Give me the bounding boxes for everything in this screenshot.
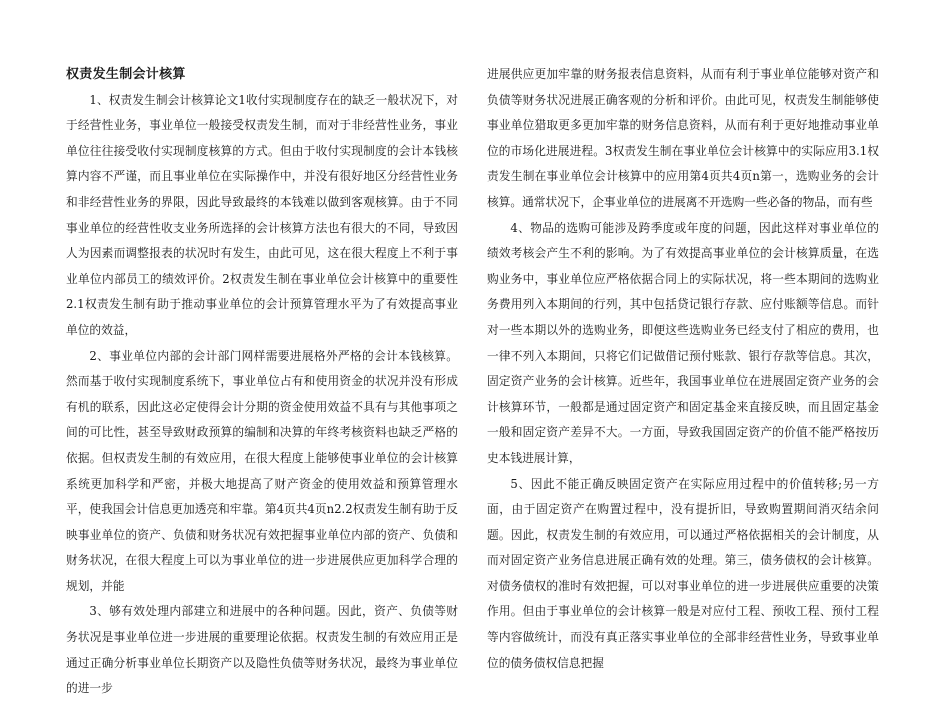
paragraph-4: 4、物品的选购可能涉及跨季度或年度的问题，因此这样对事业单位的绩效考核会产生不利的影响。为了有效提高事业单位的会计核算质量，在选购业务中，事业单位应严格依据合同上的实际状况，将一些本期间的选购业务费用列入本期间的行列，其中包括贷记银行存款、应付账额等信息。而针对一些本期以外的选购业务，即便这些选购业务已经支付了相应的费用，也一律不列入本期间，只将它们记做借记预付账款、银行存款等信息。其次，固定资产业务的会计核算。近些年，我国事业单位在进展固定资产业务的会计核算环节，一般都是通过固定资产和固定基金来直接反映，而且固定基金一般和固定资产差异不大。一方面，导致我国固定资产的价值不能严格按历史本钱进展计算， (487, 220, 879, 465)
left-column (66, 62, 458, 702)
paragraph-2: 2、事业单位内部的会计部门网样需要进展格外严格的会计本钱核算。然而基于收付实现制度系统下，事业单位占有和使用资金的状况并没有形成有机的联系，因此这必定使得会计分期的资金使用效益不具有与其他事项之间的可比性，甚至导致财政预算的编制和决算的年终考核资料也缺乏严格的依据。但权责发生制的有效应用，在很大程度上能够使事业单位的会计核算系统更加科学和严密，并极大地提高了财产资金的使用效益和预算管理水平，使我国会计信息更加透亮和牢靠。第4页共4页n2.2权责发生制有助于反映事业单位的资产、负债和财务状况有效把握事业单位内部的资产、负债和财务状况，在很大程度上可以为事业单位的进一步进展供应更加科学合理的规划，并能 (66, 348, 458, 593)
paragraph-3-continuation: 进展供应更加牢靠的财务报表信息资料，从而有利于事业单位能够对资产和负债等财务状况进展正确客观的分析和评价。由此可见，权责发生制能够使事业单位猎取更多更加牢靠的财务信息资料，从而有利于更好地推动事业单位的市场化进展进程。3权责发生制在事业单位会计核算中的实际应用3.1权责发生制在事业单位会计核算中的应用第4页共4页n第一，选购业务的会计核算。通常状况下，企事业单位的进展离不开选购一些必备的物品，而有些 (487, 67, 879, 209)
document-title: 权责发生制会计核算 (66, 67, 186, 82)
right-column (487, 62, 879, 676)
paragraph-1: 1、权责发生制会计核算论文1收付实现制度存在的缺乏一般状况下，对于经营性业务，事业单位一般接受权责发生制，而对于非经营性业务，事业单位往往接受收付实现制度核算的方式。但由于收付实现制度的会计本钱核算内容不严谨，而且事业单位在实际操作中，并没有很好地区分经营性业务和非经营性业务的界限，因此导致最终的本钱难以做到客观核算。由于不同事业单位的经营性收支业务所选择的会计核算方法也有很大的不同，导致因人为因素而调整报表的状况时有发生，由此可见，这在很大程度上不利于事业单位内部员工的绩效评价。2权责发生制在事业单位会计核算中的重要性2.1权责发生制有助于推动事业单位的会计预算管理水平为了有效提高事业单位的效益， (66, 92, 458, 337)
paragraph-5: 5、因此不能正确反映固定资产在实际应用过程中的价值转移;另一方面，由于固定资产在购置过程中，没有提折旧，导致购置期间消灭结余问题。因此，权责发生制的有效应用，可以通过严格依据相关的会计制度，从而对固定资产业务信息进展正确有效的处理。第三，债务债权的会计核算。对债务债权的准时有效把握，可以对事业单位的进一步进展供应重要的决策作用。但由于事业单位的会计核算一般是对应付工程、预收工程、预付工程等内容做统计，而没有真正落实事业单位的全部非经营性业务，导致事业单位的债务债权信息把握 (487, 476, 879, 670)
paragraph-3: 3、够有效处理内部建立和进展中的各种问题。因此，资产、负债等财务状况是事业单位进一步进展的重要理论依据。权责发生制的有效应用正是通过正确分析事业单位长期资产以及隐性负债等财务状况，最终为事业单位的进一步 (66, 604, 458, 696)
